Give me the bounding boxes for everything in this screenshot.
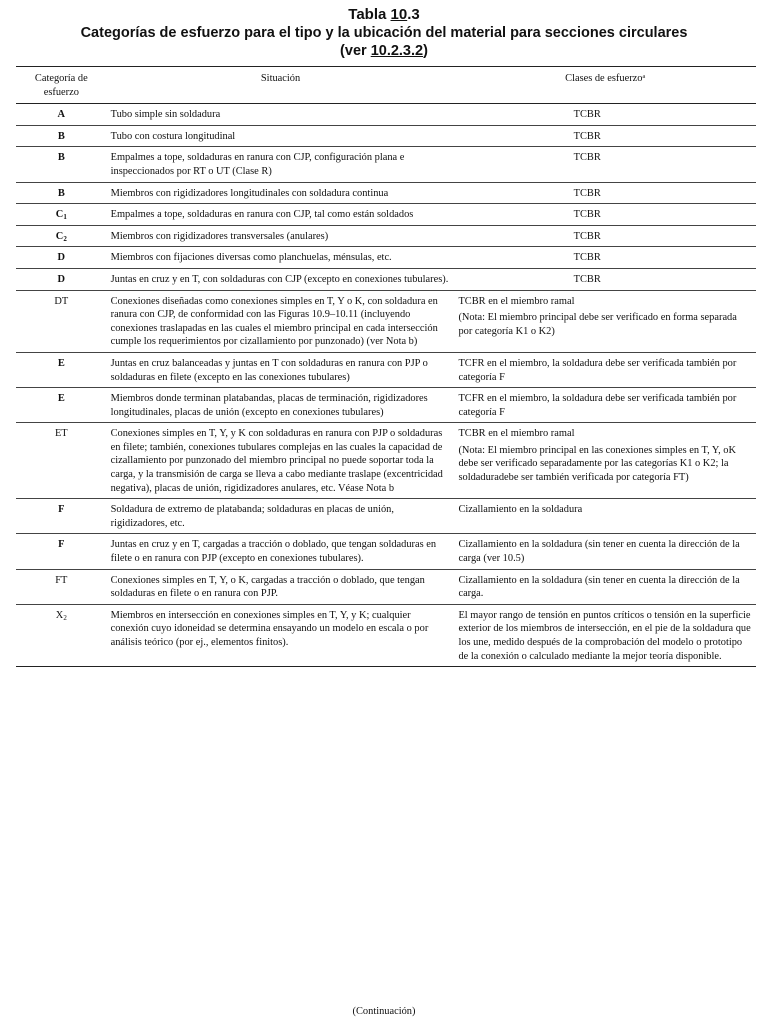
cell-stress-classes (454, 182, 756, 204)
cell-stress-classes (454, 204, 756, 226)
category-label: C (55, 230, 64, 242)
cell-stress-classes (454, 225, 756, 247)
cell-situation: Tubo simple sin soldadura (110, 109, 221, 121)
header-classes: Clases de esfuerzoᵃ (565, 73, 646, 84)
cell-stress-classes (454, 147, 756, 182)
table-row (16, 423, 756, 499)
cell-category (16, 534, 107, 569)
category-subscript: 2 (63, 613, 67, 622)
stress-class-text: TCBR (573, 152, 601, 164)
category-label: X (55, 609, 64, 621)
cell-situation: Miembros donde terminan platabandas, placas de terminación, rigidizadores longitudinales, placas de unión (excepto en conexiones tubulares) (110, 393, 428, 418)
cell-situation: Juntas en cruz y en T, con soldaduras con CJP (excepto en conexiones tubulares). (110, 273, 449, 285)
stress-class-text: TCFR en el miembro, la soldadura debe ser verificada también por categoría F (458, 357, 737, 383)
cell-category (16, 268, 107, 290)
stress-class-text: TCBR (573, 273, 601, 285)
stress-class-text: Cizallamiento en la soldadura (sin tener en cuenta la dirección de la carga (ver 10.5) (458, 539, 740, 565)
stress-class-note: (Nota: El miembro principal debe ser verificado en forma separada por categoría K1 o K2) (458, 312, 737, 337)
cell-situation: Juntas en cruz y en T, cargadas a tracción o doblado, que tengan soldaduras en filete o en ranura con PJP (excepto en conexiones tubulares). (110, 539, 437, 565)
cell-situation: Conexiones simples en T, Y, y K con soldaduras en ranura con PJP o soldaduras en filete; también, conexiones tubulares complejas en las cuales la capacidad de cizallamiento por punzonado del miembro principal no puede soportar toda la carga, y la transmisión de carga se lleva a cabo mediante traslape (excentricidad negativa), placas de unión, rigidizadores anulares, etc. Véase Nota b (110, 428, 443, 494)
cell-stress-classes (454, 268, 756, 290)
stress-class-note: (Nota: El miembro principal en las conexiones simples en T, Y, oK debe ser verificado separadamente por las categorías K1 o K2; la soldaduradebe ser también verificada por categoría FT) (458, 444, 736, 484)
category-label: F (58, 539, 65, 551)
cell-situation: Juntas en cruz balanceadas y juntas en T con soldaduras en ranura con PJP o soldaduras en filete (excepto en las conexiones tubulares) (110, 357, 428, 383)
cell-situation: Empalmes a tope, soldaduras en ranura con CJP, tal como están soldados (110, 209, 414, 221)
continuation-note: (Continuación) (352, 1006, 416, 1017)
cell-category (16, 499, 107, 534)
category-label: F (58, 504, 65, 516)
cell-situation: Miembros con fijaciones diversas como planchuelas, ménsulas, etc. (110, 252, 392, 264)
category-label: FT (55, 574, 68, 586)
category-label: DT (54, 295, 69, 307)
table-row (16, 290, 756, 352)
cell-situation: Miembros en intersección en conexiones simples en T, Y, y K; cualquier conexión cuyo idoneidad se determina ensayando un modelo en escala o por análisis teórico (por ej., elementos finitos). (110, 609, 429, 648)
table-row (16, 569, 756, 604)
cell-stress-classes (454, 247, 756, 269)
stress-class-text: El mayor rango de tensión en puntos críticos o tensión en la superficie exterior de los miembros de intersección, en el pie de la soldadura que los une, medido después de la comprobación del modelo o prototipo de la conexión o calculado mediante la mejor teoría disponible. (458, 609, 751, 662)
title-line-2: Categorías de esfuerzo para el tipo y la ubicación del material para secciones circulares (80, 25, 688, 41)
cell-stress-classes (454, 423, 756, 499)
table-row (16, 247, 756, 269)
table-row (16, 182, 756, 204)
category-subscript: 1 (63, 213, 67, 222)
cell-stress-classes (454, 290, 756, 352)
stress-class-text: Cizallamiento en la soldadura (458, 504, 583, 516)
stress-class-text: TCBR (573, 252, 601, 264)
stress-class-text: TCFR en el miembro, la soldadura debe ser verificada también por categoría F (458, 393, 737, 418)
cell-category (16, 147, 107, 182)
cell-stress-classes (454, 104, 756, 126)
cell-category (16, 182, 107, 204)
stress-class-text: TCBR en el miembro ramal (458, 295, 575, 307)
cell-category (16, 423, 107, 499)
cell-category (16, 388, 107, 423)
stress-class-text: TCBR (573, 230, 601, 242)
cell-category (16, 247, 107, 269)
cell-category (16, 569, 107, 604)
table-title (0, 6, 768, 60)
stress-class-text: TCBR en el miembro ramal (458, 428, 575, 440)
cell-situation: Tubo con costura longitudinal (110, 130, 236, 142)
cell-category (16, 104, 107, 126)
category-label: B (57, 187, 65, 199)
header-category: Categoría de esfuerzo (34, 73, 88, 98)
stress-class-text: TCBR (573, 109, 601, 121)
header-situation: Situación (260, 73, 301, 84)
cell-stress-classes (454, 352, 756, 387)
cell-stress-classes (454, 125, 756, 147)
table-header-row (16, 67, 756, 104)
category-label: A (57, 109, 66, 121)
cell-category (16, 204, 107, 226)
cell-situation: Conexiones diseñadas como conexiones simples en T, Y o K, con soldadura en ranura con CJP, de conformidad con las Figuras 10.9–10.11 (incluyendo conexiones traslapadas en las cuales el miembro principal en cada intersección cumple los requerimientos por cizallamiento por punzonado) (ver Nota b) (110, 295, 438, 348)
cell-category (16, 290, 107, 352)
cell-stress-classes (454, 534, 756, 569)
cell-category (16, 125, 107, 147)
cell-situation: Miembros con rigidizadores transversales (anulares) (110, 230, 329, 242)
category-label: B (57, 152, 65, 164)
stress-class-text: TCBR (573, 187, 601, 199)
table-row (16, 225, 756, 247)
cell-stress-classes (454, 604, 756, 666)
cell-category (16, 604, 107, 666)
table-row (16, 534, 756, 569)
stress-class-text: TCBR (573, 130, 601, 142)
table-row (16, 125, 756, 147)
cell-stress-classes (454, 499, 756, 534)
table-row (16, 388, 756, 423)
cell-situation: Empalmes a tope, soldaduras en ranura con CJP, configuración plana e inspeccionados por RT o UT (Clase R) (110, 152, 405, 177)
table-row (16, 147, 756, 182)
category-label: B (57, 130, 65, 142)
table-row (16, 604, 756, 666)
table-body (16, 104, 756, 667)
cell-category (16, 352, 107, 387)
table-row (16, 499, 756, 534)
category-label: C (55, 209, 64, 221)
category-label: D (57, 252, 66, 264)
table-row (16, 204, 756, 226)
category-label: E (57, 357, 65, 369)
stress-class-text: TCBR (573, 209, 601, 221)
cell-situation: Conexiones simples en T, Y, o K, cargadas a tracción o doblado, que tengan soldaduras en filete o en ranura con PJP. (110, 574, 425, 600)
category-label: D (57, 273, 66, 285)
table-row (16, 268, 756, 290)
title-line-3: (ver 10.2.3.2) (340, 43, 428, 59)
category-subscript: 2 (63, 234, 67, 243)
cell-stress-classes (454, 388, 756, 423)
table-row (16, 104, 756, 126)
stress-class-text: Cizallamiento en la soldadura (sin tener en cuenta la dirección de la carga. (458, 574, 740, 600)
stress-category-table (16, 66, 756, 667)
title-line-1: Tabla 10.3 (348, 6, 420, 23)
title-table-number[interactable]: 10 (390, 6, 408, 23)
cell-stress-classes (454, 569, 756, 604)
cell-category (16, 225, 107, 247)
category-label: ET (54, 428, 68, 440)
table-row (16, 352, 756, 387)
category-label: E (57, 393, 65, 405)
title-section-link[interactable]: 10.2.3.2 (370, 43, 424, 59)
cell-situation: Miembros con rigidizadores longitudinales con soldadura continua (110, 187, 389, 199)
cell-situation: Soldadura de extremo de platabanda; soldaduras en placas de unión, rigidizadores, etc. (110, 504, 394, 529)
